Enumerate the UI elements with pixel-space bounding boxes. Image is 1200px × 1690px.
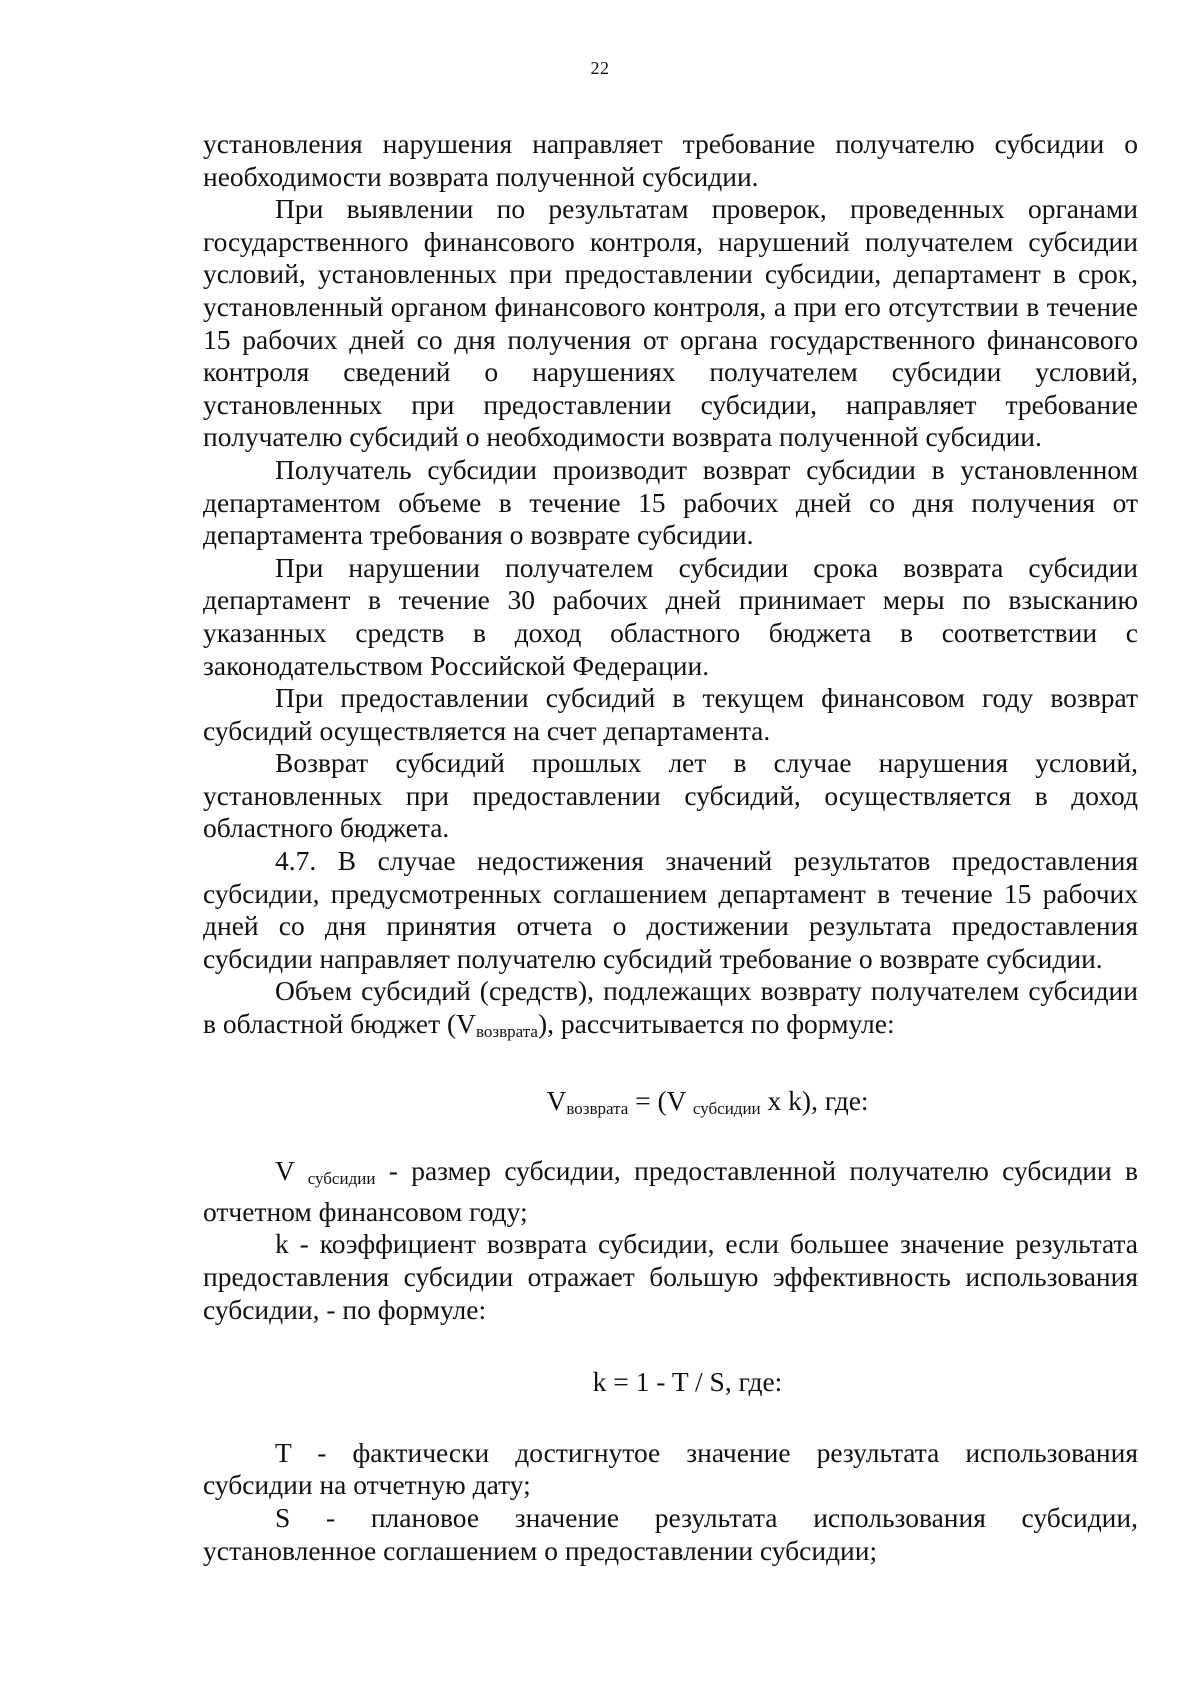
definition-k-coefficient: k - коэффициент возврата субсидии, если большее значение результата предоставления субсидии отражает большую эффективность использования субсидии, - по формуле: bbox=[203, 1228, 1138, 1325]
formula-v-letter: V bbox=[546, 1084, 567, 1116]
definition-v-subscript: субсидии bbox=[307, 1169, 376, 1189]
formula-k-coefficient: k = 1 - T / S, где: bbox=[592, 1366, 783, 1398]
formula-end: x k), где: bbox=[760, 1084, 869, 1116]
definition-v-subsidy bbox=[203, 1155, 1138, 1228]
paragraph-violation-detection: При выявлении по результатам проверок, проведенных органами государственного финансового контроля, нарушений получателем субсидии условий, установленных при предоставлении субсидии, департамент в срок, установленный органом финансового контроля, а при его отсутствии в течение 15 рабочих дней со дня получения от органа государственного финансового контроля сведений о нарушениях получателем субсидии условий, установленных при предоставлении субсидии, направляет требование получателю субсидий о необходимости возврата полученной субсидии. bbox=[203, 193, 1138, 453]
definition-t-actual: T - фактически достигнутое значение результата использования субсидии на отчетную дату; bbox=[203, 1436, 1138, 1501]
paragraph-recipient-return: Получатель субсидии производит возврат субсидии в установленном департаментом объеме в течение 15 рабочих дней со дня получения от департамента требования о возврате субсидии. bbox=[203, 453, 1138, 551]
paragraph-section-4-7: 4.7. В случае недостижения значений результатов предоставления субсидии, предусмотренных соглашением департамент в течение 15 рабочих дней со дня принятия отчета о достижении результата предоставления субсидии направляет получателю субсидий требование о возврате субсидии. bbox=[203, 845, 1138, 974]
return-volume-text-start: Объем субсидий (средств), подлежащих возврату получателем субсидии в областной бюджет (V bbox=[203, 975, 1138, 1040]
formula-v-subscript: возврата bbox=[566, 1098, 629, 1118]
formula-return-volume bbox=[203, 1085, 1138, 1126]
return-volume-text-end: ), рассчитывается по формуле: bbox=[537, 1008, 895, 1040]
formula-middle: = (V bbox=[628, 1084, 693, 1116]
definition-v-text: - размер субсидии, предоставленной получателю субсидии в отчетном финансовом году; bbox=[203, 1155, 1138, 1227]
definition-v-letter: V bbox=[275, 1155, 308, 1187]
paragraph-recovery-measures: При нарушении получателем субсидии срока возврата субсидии департамент в течение 30 рабочих дней принимает меры по взысканию указанных средств в доход областного бюджета в соответствии с законодательством Российской Федерации. bbox=[203, 551, 1138, 681]
paragraph-return-volume bbox=[203, 975, 1138, 1048]
paragraph-continuation: установления нарушения направляет требование получателю субсидии о необходимости возврата полученной субсидии. bbox=[203, 128, 1138, 192]
formula-subsidy-subscript: субсидии bbox=[692, 1098, 761, 1118]
paragraph-current-year-return: При предоставлении субсидий в текущем финансовом году возврат субсидий осуществляется на счет департамента. bbox=[203, 682, 1138, 746]
definition-s-planned: S - плановое значение результата использования субсидии, установленное соглашением о предоставлении субсидии; bbox=[203, 1501, 1138, 1566]
paragraph-past-years-return: Возврат субсидий прошлых лет в случае нарушения условий, установленных при предоставлении субсидий, осуществляется в доход областного бюджета. bbox=[203, 747, 1138, 844]
return-volume-subscript: возврата bbox=[476, 1022, 538, 1042]
document-body bbox=[203, 128, 1138, 1567]
page-number: 22 bbox=[590, 58, 610, 78]
